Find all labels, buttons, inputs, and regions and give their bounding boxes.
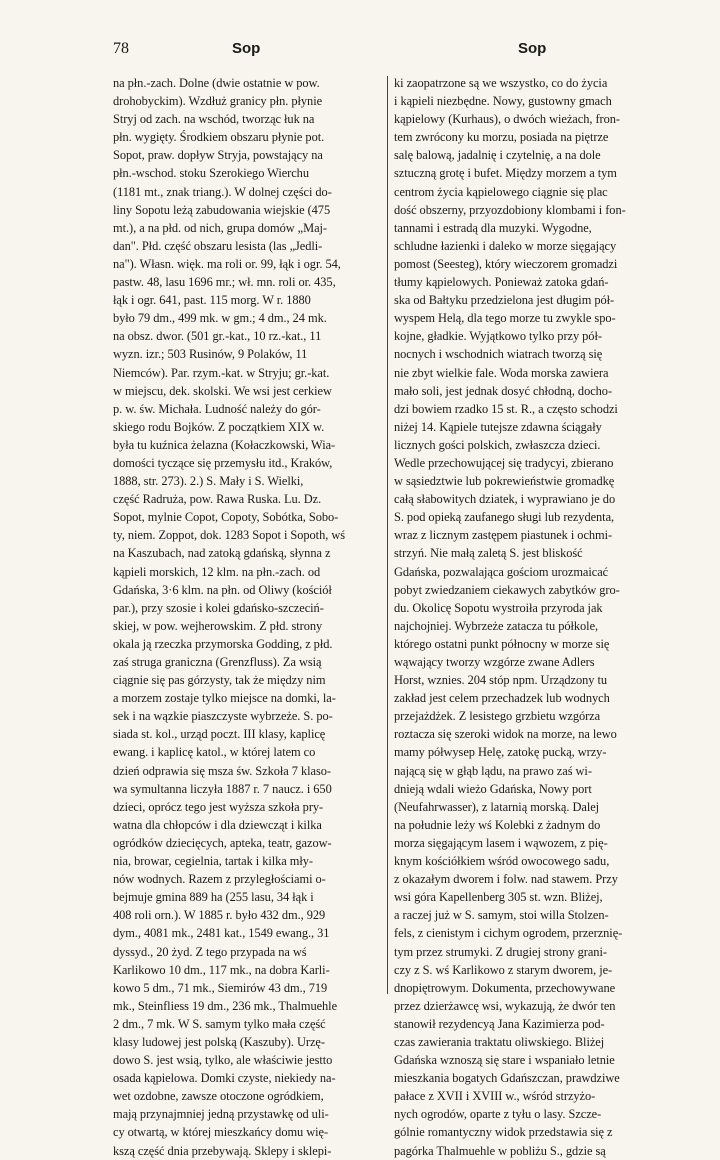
text-line: 408 roli orn.). W 1885 r. było 432 dm., 929 xyxy=(113,908,326,923)
text-line: licznych gości polskich, zwłaszcza dzieci. xyxy=(394,437,601,452)
text-line: cy otwartą, w której mieszkańcy domu wię- xyxy=(113,1125,329,1140)
text-line: Horst, wznies. 204 stóp npm. Urządzony tu xyxy=(394,673,608,688)
text-line: mt.), a na płd. od nich, grupa domów „Maj- xyxy=(113,220,327,235)
text-line: płn. wygięty. Środkiem obszaru płynie pot. xyxy=(113,130,325,145)
text-line: morza sięgającym lasem i wąwozem, z pię- xyxy=(394,835,608,850)
text-line: domości tyczące się przemysłu itd., Kraków, xyxy=(113,455,333,470)
text-line: Karlikowo 10 dm., 117 mk., na dobra Karli- xyxy=(113,962,330,977)
text-line: i kąpieli niezbędne. Nowy, gustowny gmach xyxy=(394,94,612,109)
text-line: fels, z cienistym i cichym ogrodem, przerznię- xyxy=(394,926,623,941)
text-line: Gdańska, pozwalająca gościom urozmaicać xyxy=(394,564,609,579)
text-line: kowo 5 dm., 71 mk., Siemirów 43 dm., 719 xyxy=(113,980,328,995)
text-line: okala ją rzeczka przymorska Godding, z płd. xyxy=(113,636,333,651)
text-line: dan". Płd. część obszaru lesista (las „Jedli- xyxy=(113,238,323,253)
text-line: (Neufahrwasser), z latarnią morską. Dalej xyxy=(394,799,600,814)
text-line: p. w. św. Michała. Ludność należy do gór- xyxy=(113,401,321,416)
text-line: na południe leży wś Kolebki z żadnym do xyxy=(394,817,601,832)
text-line: wet ozdobne, zawsze otoczone ogródkiem, xyxy=(113,1089,324,1104)
text-line: 2 dm., 7 mk. W S. samym tylko mała część xyxy=(113,1016,326,1031)
text-line: w sąsiedztwie lub pokrewieństwie gromadkę xyxy=(394,474,615,489)
text-line: salę balową, jadalnię i czytelnię, a na dole xyxy=(394,148,601,163)
text-line: na płn.-zach. Dolne (dwie ostatnie w pow. xyxy=(113,76,320,90)
text-line: mamy półwysep Helę, zatokę pucką, wrzy- xyxy=(394,745,607,760)
right-column xyxy=(394,74,670,1160)
text-line: nia, browar, cegielnia, tartak i kilka mły- xyxy=(113,854,314,869)
text-line: dym., 4081 mk., 2481 kat., 1549 ewang., 31 xyxy=(113,926,330,941)
text-line: wraz z licznym zastępem piastunek i ochmi- xyxy=(394,528,613,543)
text-line: schludne łazienki i daleko w morze sięgający xyxy=(394,238,617,253)
text-line: pastw. 48, lasu 1696 mr.; wł. mn. roli or. 435, xyxy=(113,275,336,290)
running-head-right: Sop xyxy=(518,40,547,57)
text-line: drohobyckim). Wzdłuż granicy płn. płynie xyxy=(113,94,323,109)
text-line: strzyń. Nie małą zaletą S. jest bliskość xyxy=(394,546,583,561)
text-line: nów wodnych. Razem z przyległościami o- xyxy=(113,872,326,887)
text-line: część Radruża, pow. Rawa Ruska. Lu. Dz. xyxy=(113,492,322,507)
text-line: kojne, gładkie. Wyjątkowo tylko przy pół- xyxy=(394,329,602,344)
text-line: wyspem Helą, dla tego morze tu zwykle spo- xyxy=(394,311,616,326)
text-line: całą słabowitych dziatek, i wyprawiano je do xyxy=(394,492,616,507)
text-line: mk., Steinfliess 19 dm., 236 mk., Thalmuehle xyxy=(113,998,338,1013)
text-line: roztacza się szeroki widok na morze, na lewo xyxy=(394,727,617,742)
text-line: ska od Bałtyku przedzielona jest długim pół- xyxy=(394,293,615,308)
text-line: zaś struga graniczna (Grenzfluss). Za wsią xyxy=(113,655,322,669)
text-line: sek i na wązkie piaszczyste wybrzeże. S. po- xyxy=(113,709,333,724)
page-number: 78 xyxy=(113,40,129,57)
text-line: tym przez strumyki. Z drugiej strony grani- xyxy=(394,944,607,959)
text-line: ki zaopatrzone są we wszystko, co do życia xyxy=(394,76,608,90)
text-line: tannami i estradą dla muzyki. Wygodne, xyxy=(394,220,592,235)
text-line: siada st. kol., urząd poczt. III klasy, kaplicę xyxy=(113,727,326,742)
text-line: a raczej już w S. samym, stoi willa Stolzen- xyxy=(394,908,609,923)
text-line: skiej, w pow. wejherowskim. Z płd. strony xyxy=(113,618,323,633)
text-line: dzieci, oprócz tego jest wyższa szkoła pry- xyxy=(113,799,324,814)
text-line: czas zawierania traktatu oliwskiego. Bliżej xyxy=(394,1034,605,1049)
text-line: dnopiętrowym. Dokumenta, przechowywane xyxy=(394,980,616,995)
text-line: Gdańska, 3·6 klm. na płn. od Oliwy (kościół xyxy=(113,582,332,597)
text-line: którego ostatni punkt północny w morze się xyxy=(394,636,610,651)
text-line: skiego rodu Bojków. Z początkiem XIX w. xyxy=(113,419,325,434)
text-line: nie zbyt wielkie fale. Woda morska zawiera xyxy=(394,365,609,380)
text-line: wa symultanna liczyła 1887 r. 7 naucz. i 650 xyxy=(113,781,332,796)
text-line: dzień odprawia się msza św. Szkoła 7 klaso- xyxy=(113,763,331,778)
text-line: stanowił rezydencyą Jana Kazimierza pod- xyxy=(394,1016,605,1031)
text-line: płn.-wschod. stoku Szerokiego Wierchu xyxy=(113,166,309,181)
text-line: ewang. i kaplicę katol., w której latem co xyxy=(113,745,316,760)
running-head-left: Sop xyxy=(232,40,261,57)
text-line: S. pod opieką zaufanego sługi lub rezydenta, xyxy=(394,510,615,525)
text-line: pomost (Seesteg), który wieczorem gromadzi xyxy=(394,256,618,271)
text-line: gólnie romantyczny widok przedstawia się z xyxy=(394,1125,613,1140)
text-line: Niemców). Par. rzym.-kat. w Stryju; gr.-kat. xyxy=(113,365,330,380)
text-line: sztuczną grotę i bufet. Między morzem a tym xyxy=(394,166,617,181)
text-line: liny Sopotu leżą zabudowania wiejskie (475 xyxy=(113,202,331,217)
text-line: przejażdżek. Z lesistego grzbietu wzgórza xyxy=(394,709,601,724)
text-line: dowo S. jest wsią, tylko, ale właściwie jestto xyxy=(113,1053,333,1068)
text-line: wyzn. izr.; 503 Rusinów, 9 Polaków, 11 xyxy=(113,347,308,362)
text-line: dnieją wdali wieżo Gdańska, Nowy port xyxy=(394,781,592,796)
text-line: centrom życia kąpielowego ciągnie się plac xyxy=(394,184,608,199)
text-line: wąwający tworzy wzgórze zwane Adlers xyxy=(394,655,595,669)
text-line: łąk i ogr. 641, past. 115 morg. W r. 1880 xyxy=(113,293,311,308)
text-line: Sopot, mylnie Copot, Copoty, Sobótka, Sobo- xyxy=(113,510,339,525)
text-line: w miejscu, dek. skolski. We wsi jest cerkiew xyxy=(113,383,332,398)
text-line: na"). Własn. więk. ma roli or. 99, łąk i ogr. 54, xyxy=(113,256,341,271)
text-line: Sopot, praw. dopływ Stryja, powstający na xyxy=(113,148,323,163)
text-line: nającą się w głąb lądu, na prawo zaś wi- xyxy=(394,763,592,778)
text-line: knym kościółkiem wśród owocowego sadu, xyxy=(394,854,610,869)
text-line: dość obszerny, przyozdobiony klombami i fon- xyxy=(394,202,626,217)
text-line: 1888, str. 273). 2.) S. Mały i S. Wielki, xyxy=(113,474,304,489)
column-divider xyxy=(387,76,388,994)
text-line: najchojniej. Wybrzeże zatacza tu półkole, xyxy=(394,618,599,633)
text-line: niżej 14. Kąpiele tutejsze zdawna ściągały xyxy=(394,419,602,434)
text-line: czy z S. wś Karlikowo z starym dworem, je- xyxy=(394,962,613,977)
text-line: Stryj od zach. na wschód, tworząc łuk na xyxy=(113,112,315,127)
text-line: nych ogrodów, oparte z tyłu o lasy. Szcze- xyxy=(394,1107,602,1122)
text-line: była tu kuźnica żelazna (Kołaczkowski, Wia- xyxy=(113,437,336,452)
text-line: Gdańska wznoszą się stare i wspaniało letnie xyxy=(394,1053,615,1068)
text-line: mieszkania bogatych Gdańszczan, prawdziwe xyxy=(394,1071,620,1086)
text-line: zakład jest celem przechadzek lub wodnych xyxy=(394,691,610,706)
text-line: kąpieli morskich, 12 klm. na płn.-zach. od xyxy=(113,564,321,579)
left-column xyxy=(113,74,388,1160)
text-line: Wedle przechowującej się tradycyi, zbierano xyxy=(394,455,614,470)
text-line: tłumy kąpielowych. Ponieważ zatoka gdań- xyxy=(394,275,609,290)
text-line: ty, niem. Zoppot, dok. 1283 Sopot i Sopoth, wś xyxy=(113,528,345,543)
text-line: par.), przy szosie i kolei gdańsko-szczeciń- xyxy=(113,600,324,615)
text-line: na obsz. dwor. (501 gr.-kat., 10 rz.-kat., 11 xyxy=(113,329,322,344)
text-line: osada kąpielowa. Domki czyste, niekiedy na- xyxy=(113,1071,336,1086)
text-line: kąpielowy (Kurhaus), o dwóch wieżach, fron- xyxy=(394,112,620,127)
text-line: dzi bowiem rzadko 15 st. R., a często schodzi xyxy=(394,401,618,416)
text-line: przez dzierżawcę wsi, wykazują, że dwór ten xyxy=(394,998,616,1013)
text-line: mają przynajmniej jedną przystawkę od uli- xyxy=(113,1107,329,1122)
text-line: kszą część dnia przebywają. Sklepy i sklepi- xyxy=(113,1143,332,1158)
text-line: dyssyd., 20 żyd. Z tego przypada na wś xyxy=(113,944,307,959)
text-line: tem zwrócony ku morzu, posiada na piętrze xyxy=(394,130,609,145)
text-line: klasy ludowej jest polską (Kaszuby). Urzę- xyxy=(113,1034,325,1049)
text-line: a morzem zostaje tylko miejsce na domki, la- xyxy=(113,691,336,706)
text-line: mało soli, jest jednak dosyć chłodną, docho- xyxy=(394,383,613,398)
text-line: z okazałym dworem i folw. nad stawem. Przy xyxy=(394,872,618,887)
text-line: nocnych i wschodnich wiatrach tworzą się xyxy=(394,347,603,362)
text-line: du. Okolicę Sopotu wystroiła przyroda jak xyxy=(394,600,603,615)
text-line: ciągnie się pas górzysty, tak że między nim xyxy=(113,673,326,688)
text-line: watna dla chłopców i dla dziewcząt i kilka xyxy=(113,817,322,832)
text-line: bejmuje gmina 889 ha (255 lasu, 34 łąk i xyxy=(113,890,314,905)
text-line: na Kaszubach, nad zatoką gdańską, słynna z xyxy=(113,546,331,561)
text-line: pobyt zwiedzaniem ciekawych zabytków gro- xyxy=(394,582,620,597)
text-line: wsi góra Kapellenberg 305 st. wzn. Bliżej, xyxy=(394,890,603,905)
text-line: ogródków dziecięcych, apteka, teatr, gazow- xyxy=(113,835,332,850)
text-line: było 79 dm., 499 mk. w gm.; 4 dm., 24 mk. xyxy=(113,311,327,326)
text-line: (1181 mt., znak triang.). W dolnej części do- xyxy=(113,184,332,199)
text-line: pagórka Thalmuehle w pobliżu S., gdzie są xyxy=(394,1143,606,1158)
text-line: pałace z XVII i XVIII w., wśród strzyżo- xyxy=(394,1089,596,1104)
